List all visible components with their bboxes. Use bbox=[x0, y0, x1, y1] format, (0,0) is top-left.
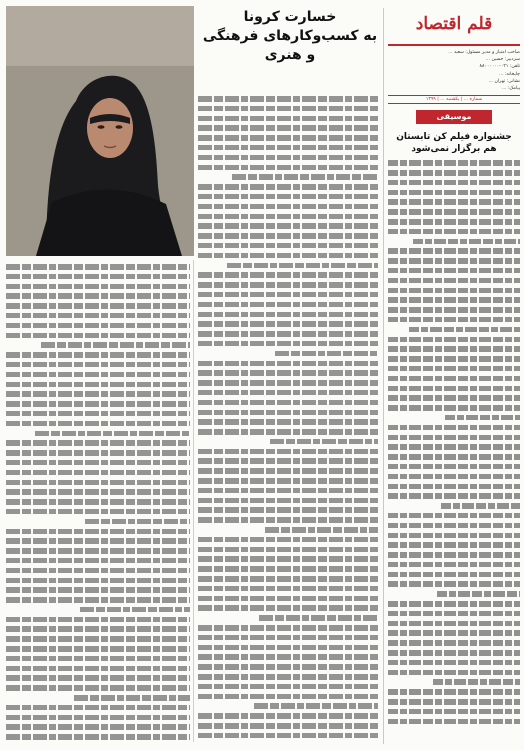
text-line bbox=[232, 174, 378, 180]
meta-line: پیامک: ... bbox=[501, 86, 520, 92]
text-line bbox=[6, 568, 190, 574]
text-line bbox=[6, 303, 190, 309]
text-line bbox=[6, 734, 190, 740]
headline-line: خسارت کرونا bbox=[243, 9, 337, 25]
side-article-body bbox=[388, 160, 520, 734]
text-line bbox=[85, 519, 190, 525]
text-line bbox=[6, 715, 190, 721]
headline-line: به کسب‌وکارهای فرهنگی و هنری bbox=[202, 28, 378, 63]
text-line bbox=[198, 116, 378, 122]
text-line bbox=[441, 503, 520, 509]
text-line bbox=[388, 248, 520, 254]
text-line bbox=[259, 615, 378, 621]
text-line bbox=[80, 607, 190, 613]
article-headline bbox=[202, 8, 378, 65]
text-line bbox=[198, 145, 378, 151]
text-line bbox=[388, 689, 520, 695]
article-column-left bbox=[6, 264, 190, 742]
text-line bbox=[198, 458, 378, 464]
masthead bbox=[388, 4, 520, 46]
text-line bbox=[388, 552, 520, 558]
text-line bbox=[198, 194, 378, 200]
text-line bbox=[388, 229, 520, 235]
text-line bbox=[388, 670, 520, 676]
text-line bbox=[388, 650, 520, 656]
text-line bbox=[198, 488, 378, 494]
text-line bbox=[198, 400, 378, 406]
text-line bbox=[388, 533, 520, 539]
text-line bbox=[198, 312, 378, 318]
text-line bbox=[198, 204, 378, 210]
text-line bbox=[388, 640, 520, 646]
text-line bbox=[198, 341, 378, 347]
text-line bbox=[198, 468, 378, 474]
text-line bbox=[198, 694, 378, 700]
text-line bbox=[198, 243, 378, 249]
text-line bbox=[388, 278, 520, 284]
text-line bbox=[198, 106, 378, 112]
text-line bbox=[6, 548, 190, 554]
text-line bbox=[388, 562, 520, 568]
text-line bbox=[6, 470, 190, 476]
text-line bbox=[388, 601, 520, 607]
text-line bbox=[74, 695, 190, 701]
text-line bbox=[6, 382, 190, 388]
column-divider bbox=[383, 8, 384, 744]
text-line bbox=[198, 214, 378, 220]
main-article bbox=[4, 4, 380, 746]
text-line bbox=[6, 636, 190, 642]
issue-date: شماره ... | یکشنبه ... | ۱۳۹۹ bbox=[388, 95, 520, 104]
text-line bbox=[198, 547, 378, 553]
text-line bbox=[388, 346, 520, 352]
text-line bbox=[6, 578, 190, 584]
text-line bbox=[388, 719, 520, 725]
text-line bbox=[6, 587, 190, 593]
text-line bbox=[388, 307, 520, 313]
text-line bbox=[6, 293, 190, 299]
portrait-image bbox=[6, 6, 194, 256]
text-line bbox=[388, 542, 520, 548]
text-line bbox=[388, 395, 520, 401]
publication-info bbox=[388, 49, 520, 92]
article-column-right bbox=[198, 96, 378, 742]
text-line bbox=[198, 586, 378, 592]
text-line bbox=[6, 597, 190, 603]
text-line bbox=[388, 630, 520, 636]
text-line bbox=[198, 155, 378, 161]
text-line bbox=[198, 361, 378, 367]
text-line bbox=[388, 405, 520, 411]
text-line bbox=[388, 611, 520, 617]
text-line bbox=[388, 435, 520, 441]
text-line bbox=[6, 372, 190, 378]
text-line bbox=[388, 160, 520, 166]
portrait-photo bbox=[6, 6, 194, 256]
text-line bbox=[388, 219, 520, 225]
meta-line: صاحب امتیاز و مدیر مسئول: سعید ... bbox=[448, 50, 520, 55]
text-line bbox=[6, 362, 190, 368]
text-line bbox=[198, 292, 378, 298]
text-line bbox=[198, 321, 378, 327]
text-line bbox=[388, 621, 520, 627]
side-article-title bbox=[388, 131, 520, 155]
text-line bbox=[198, 253, 378, 259]
text-line bbox=[198, 390, 378, 396]
text-line bbox=[6, 440, 190, 446]
column-gutter bbox=[193, 260, 194, 742]
text-line bbox=[433, 679, 520, 685]
text-line bbox=[270, 439, 378, 445]
text-line bbox=[6, 421, 190, 427]
text-line bbox=[198, 674, 378, 680]
text-line bbox=[6, 352, 190, 358]
text-line bbox=[6, 391, 190, 397]
meta-line: چاپخانه: ... bbox=[498, 71, 520, 77]
text-line bbox=[388, 288, 520, 294]
text-line bbox=[198, 302, 378, 308]
text-line bbox=[388, 425, 520, 431]
text-line bbox=[388, 386, 520, 392]
newspaper-logo: قلم اقتصاد bbox=[415, 14, 493, 34]
side-title-line: هم برگزار نمی‌شود bbox=[411, 144, 497, 155]
text-line bbox=[388, 474, 520, 480]
text-line bbox=[6, 411, 190, 417]
text-line bbox=[6, 685, 190, 691]
text-line bbox=[6, 460, 190, 466]
text-line bbox=[227, 263, 378, 269]
text-line bbox=[198, 125, 378, 131]
text-line bbox=[198, 625, 378, 631]
text-line bbox=[265, 527, 378, 533]
text-line bbox=[409, 327, 520, 333]
text-line bbox=[6, 529, 190, 535]
text-line bbox=[254, 703, 378, 709]
text-line bbox=[198, 331, 378, 337]
text-line bbox=[388, 190, 520, 196]
text-line bbox=[198, 537, 378, 543]
text-line bbox=[198, 498, 378, 504]
text-line bbox=[6, 675, 190, 681]
text-line bbox=[388, 337, 520, 343]
text-line bbox=[198, 165, 378, 171]
text-line bbox=[198, 233, 378, 239]
text-line bbox=[6, 284, 190, 290]
text-line bbox=[413, 239, 520, 245]
text-line bbox=[198, 507, 378, 513]
text-line bbox=[41, 342, 190, 348]
text-line bbox=[6, 480, 190, 486]
text-line bbox=[6, 333, 190, 339]
text-line bbox=[198, 713, 378, 719]
text-line bbox=[388, 572, 520, 578]
text-line bbox=[198, 184, 378, 190]
text-line bbox=[198, 282, 378, 288]
text-line bbox=[6, 617, 190, 623]
meta-line: نشانی: تهران ... bbox=[488, 78, 520, 84]
text-line bbox=[198, 664, 378, 670]
text-line bbox=[388, 444, 520, 450]
text-line bbox=[6, 323, 190, 329]
text-line bbox=[275, 351, 378, 357]
text-line bbox=[388, 180, 520, 186]
text-line bbox=[6, 313, 190, 319]
text-line bbox=[198, 429, 378, 435]
text-line bbox=[388, 366, 520, 372]
text-line bbox=[198, 380, 378, 386]
sidebar bbox=[388, 4, 520, 746]
text-line bbox=[198, 566, 378, 572]
text-line bbox=[6, 264, 190, 270]
text-line bbox=[388, 484, 520, 490]
text-line bbox=[6, 666, 190, 672]
text-line bbox=[6, 724, 190, 730]
text-line bbox=[198, 410, 378, 416]
text-line bbox=[6, 499, 190, 505]
text-line bbox=[35, 431, 190, 437]
text-line bbox=[198, 272, 378, 278]
text-line bbox=[198, 684, 378, 690]
text-line bbox=[198, 449, 378, 455]
text-line bbox=[198, 605, 378, 611]
text-line bbox=[388, 699, 520, 705]
text-line bbox=[437, 591, 520, 597]
text-line bbox=[6, 705, 190, 711]
text-line bbox=[198, 576, 378, 582]
text-line bbox=[388, 493, 520, 499]
text-line bbox=[388, 356, 520, 362]
text-line bbox=[6, 626, 190, 632]
text-line bbox=[388, 258, 520, 264]
text-line bbox=[388, 170, 520, 176]
text-line bbox=[388, 317, 520, 323]
text-line bbox=[388, 209, 520, 215]
text-line bbox=[198, 478, 378, 484]
text-line bbox=[6, 656, 190, 662]
text-line bbox=[198, 223, 378, 229]
text-line bbox=[198, 723, 378, 729]
text-line bbox=[388, 464, 520, 470]
text-line bbox=[388, 268, 520, 274]
text-line bbox=[388, 523, 520, 529]
text-line bbox=[6, 401, 190, 407]
text-line bbox=[388, 513, 520, 519]
text-line bbox=[6, 538, 190, 544]
meta-line: تلفن: ۰۲۱-۸۸۰۰۰۰۰۰ bbox=[479, 64, 520, 70]
section-label: موسیقی bbox=[416, 110, 492, 124]
text-line bbox=[388, 297, 520, 303]
text-line bbox=[198, 635, 378, 641]
text-line bbox=[445, 415, 520, 421]
text-line bbox=[198, 654, 378, 660]
text-line bbox=[6, 558, 190, 564]
text-line bbox=[198, 370, 378, 376]
text-line bbox=[198, 596, 378, 602]
text-line bbox=[198, 517, 378, 523]
meta-line: سردبیر: حسین ... bbox=[485, 57, 520, 63]
text-line bbox=[198, 96, 378, 102]
text-line bbox=[388, 660, 520, 666]
text-line bbox=[198, 733, 378, 739]
text-line bbox=[388, 199, 520, 205]
text-line bbox=[388, 376, 520, 382]
text-line bbox=[6, 274, 190, 280]
text-line bbox=[198, 645, 378, 651]
text-line bbox=[6, 489, 190, 495]
text-line bbox=[6, 646, 190, 652]
text-line bbox=[198, 135, 378, 141]
text-line bbox=[6, 450, 190, 456]
text-line bbox=[198, 556, 378, 562]
side-title-line: جشنواره فیلم کن تابستان bbox=[396, 132, 512, 143]
text-line bbox=[388, 709, 520, 715]
text-line bbox=[6, 509, 190, 515]
text-line bbox=[388, 454, 520, 460]
text-line bbox=[198, 419, 378, 425]
text-line bbox=[388, 581, 520, 587]
